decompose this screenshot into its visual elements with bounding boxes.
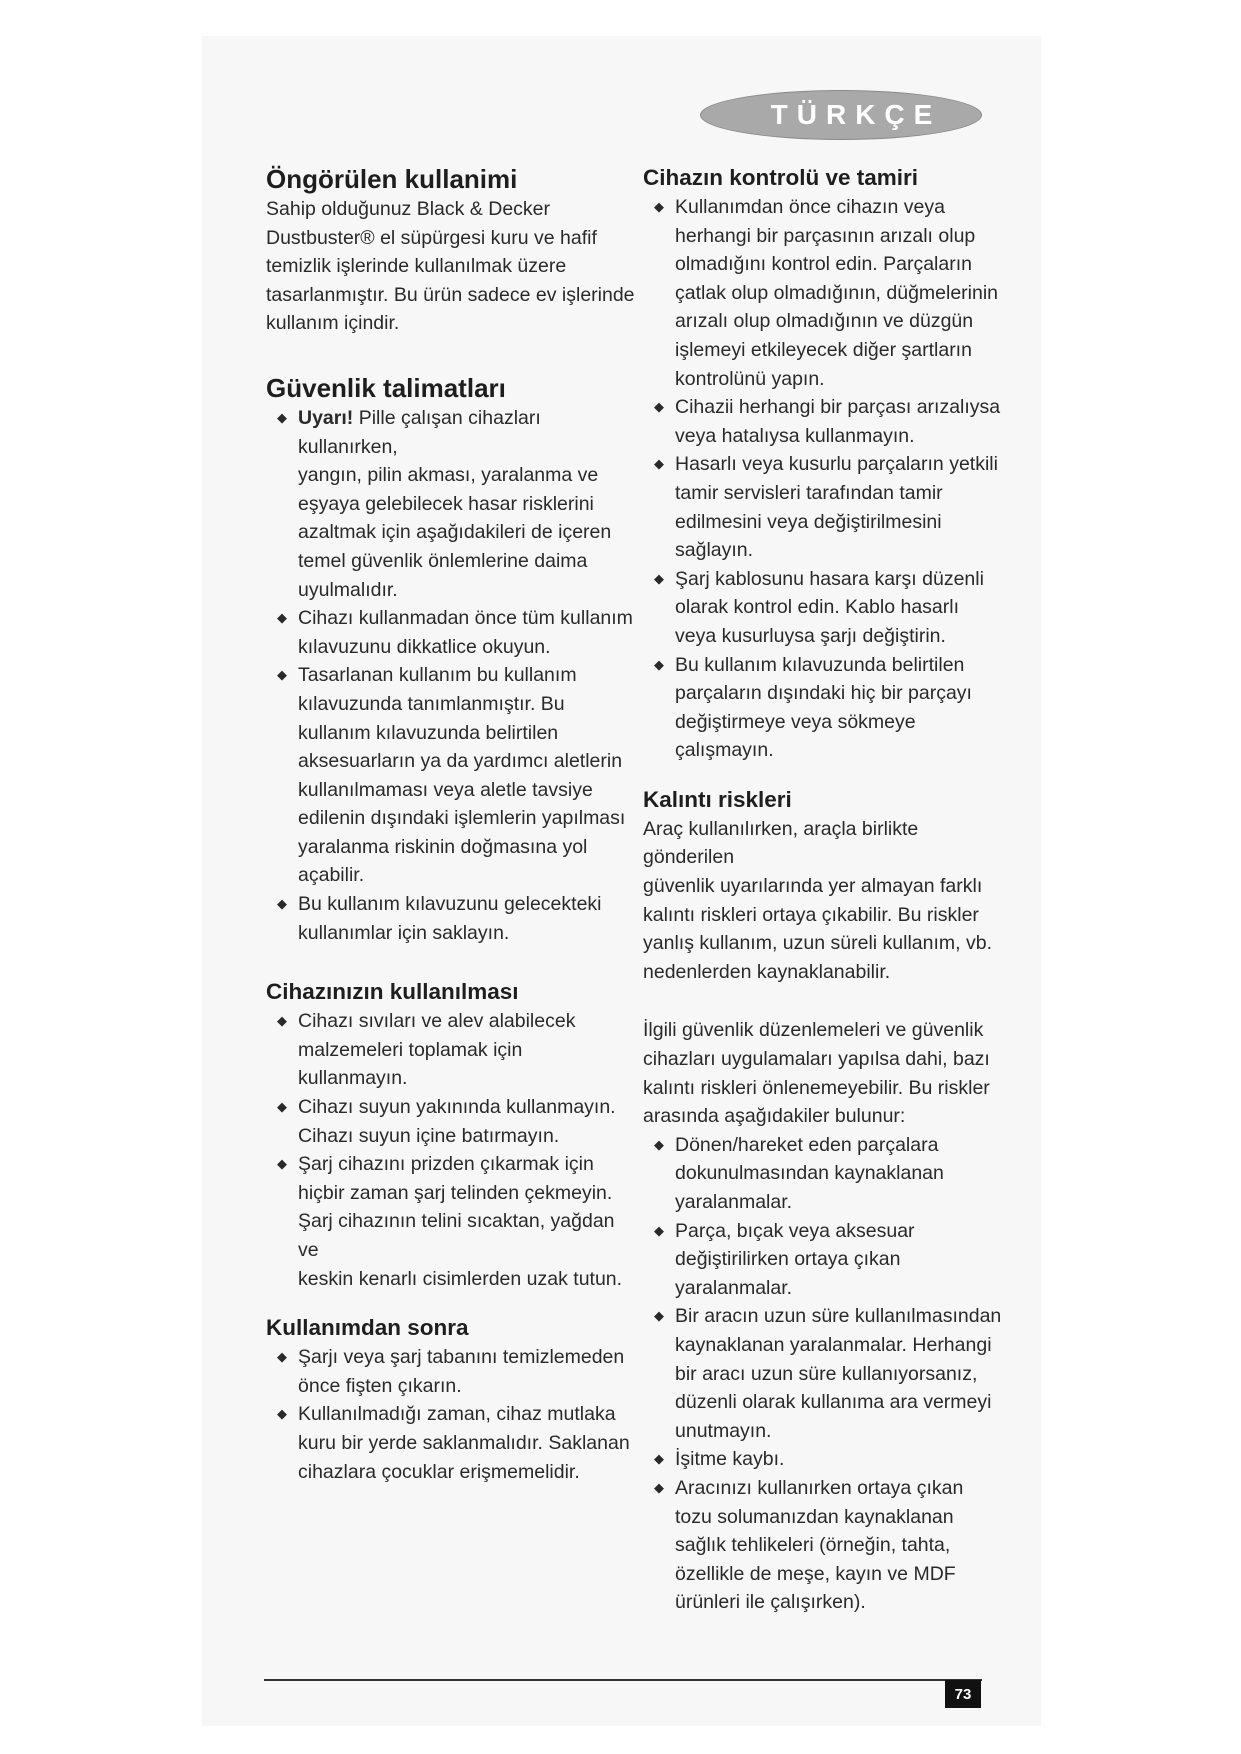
list-item (643, 1445, 1011, 1474)
diamond-bullet-icon: ◆ (277, 667, 287, 683)
list-item (643, 393, 1011, 450)
list-item-text: İşitme kaybı. (675, 1448, 785, 1471)
residual-risks-list (643, 1131, 1011, 1617)
safety-heading: Güvenlik talimatları (266, 372, 506, 403)
list-item-text: Tasarlanan kullanım bu kullanım kılavuzunda tanımlanmıştır. Bu kullanım kılavuzunda belirtilen aksesuarların ya da yardımcı aletlerin kullanılmaması veya aletle tavsiye edilenin dışındaki işlemlerin yapılması yaralanma riskinin doğmasına yol açabilir. (298, 664, 626, 887)
diamond-bullet-icon: ◆ (654, 199, 664, 214)
list-item (266, 1343, 638, 1400)
diamond-bullet-icon: ◆ (654, 656, 664, 672)
list-item (643, 1131, 1011, 1217)
list-item-text: Hasarlı veya kusurlu parçaların yetkili tamir servisleri tarafından tamir edilmesini veya değiştirilmesini sağlayın. (675, 453, 998, 562)
diamond-bullet-icon: ◆ (654, 456, 664, 472)
page-number: 73 (945, 1680, 981, 1708)
using-appliance-list (266, 1007, 638, 1293)
footer-divider (264, 1679, 982, 1681)
diamond-bullet-icon: ◆ (654, 570, 664, 586)
intended-use-text: Sahip olduğunuz Black & Decker Dustbuster® el süpürgesi kuru ve hafif temizlik işlerinde kullanılmak üzere tasarlanmıştır. Bu ürün sadece ev işlerinde kullanım içindir. (266, 198, 635, 335)
list-item-text: Kullanılmadığı zaman, cihaz mutlaka kuru bir yerde saklanmalıdır. Saklanan cihazlara çocuklar erişmemelidir. (298, 1403, 630, 1483)
list-item (643, 651, 1011, 765)
list-item (266, 661, 638, 890)
list-item (643, 565, 1011, 651)
after-use-list (266, 1343, 638, 1486)
list-item-text: Cihazı suyun yakınında kullanmayın. Cihazı suyun içine batırmayın. (298, 1096, 616, 1147)
diamond-bullet-icon: ◆ (654, 1308, 664, 1324)
list-item-text: Bir aracın uzun süre kullanılmasından kaynaklanan yaralanmalar. Herhangi bir aracı uzun süre kullanıyorsanız, düzenli olarak kullanıma ara vermeyi unutmayın. (675, 1305, 1002, 1442)
diamond-bullet-icon: ◆ (277, 610, 287, 626)
residual-risks-heading: Kalıntı riskleri (643, 786, 792, 812)
diamond-bullet-icon: ◆ (654, 1136, 664, 1152)
list-item (266, 404, 638, 604)
after-use-heading: Kullanımdan sonra (266, 1315, 469, 1341)
using-appliance-heading: Cihazınızın kullanılması (266, 979, 519, 1005)
diamond-bullet-icon: ◆ (654, 1479, 664, 1495)
list-item (266, 604, 638, 661)
list-item (266, 1093, 638, 1150)
residual-risks-text-2: İlgili güvenlik düzenlemeleri ve güvenlik cihazları uygulamaları yapılsa dahi, bazı kalıntı riskleri önlenemeyebilir. Bu riskler arasında aşağıdakiler bulunur: (643, 1019, 990, 1128)
list-item (266, 1400, 638, 1486)
diamond-bullet-icon: ◆ (654, 1222, 664, 1238)
list-item (266, 1150, 638, 1293)
list-item (266, 1007, 638, 1093)
list-item (643, 193, 1011, 393)
left-column (266, 163, 638, 1486)
list-item-text: Kullanımdan önce cihazın veya herhangi bir parçasının arızalı olup olmadığını kontrol edin. Parçaların çatlak olup olmadığının, düğmelerinin arızalı olup olmadığının ve düzgün işlemeyi etkileyecek diğer şartların kontrolünü yapın. (675, 196, 999, 390)
list-item-text: Dönen/hareket eden parçalara dokunulmasından kaynaklanan yaralanmalar. (675, 1133, 944, 1213)
list-item (643, 1474, 1011, 1617)
language-badge (700, 90, 982, 140)
residual-risks-text-1: Araç kullanılırken, araçla birlikte gönderilen güvenlik uyarılarında yer almayan farklı kalıntı riskleri ortaya çıkabilir. Bu riskler yanlış kullanım, uzun süreli kullanım, vb. nedenlerden kaynaklanabilir. (643, 817, 992, 983)
list-item (643, 450, 1011, 564)
language-badge-label: TÜRKÇE (770, 99, 942, 130)
diamond-bullet-icon: ◆ (277, 1013, 287, 1029)
list-item-text: Pille çalışan cihazları kullanırken, yangın, pilin akması, yaralanma ve eşyaya gelebilecek hasar risklerini azaltmak için aşağıdakileri de içeren temel güvenlik önlemlerine daima uyulmalıdır. (298, 406, 612, 601)
warning-label: Uyarı! (298, 406, 354, 429)
list-item-text: Cihazii herhangi bir parçası arızalıysa veya hatalıysa kullanmayın. (675, 396, 1001, 447)
inspection-list (643, 193, 1011, 765)
list-item (266, 890, 638, 947)
list-item-text: Şarjı veya şarj tabanını temizlemeden önce fişten çıkarın. (298, 1346, 625, 1397)
diamond-bullet-icon: ◆ (654, 399, 664, 415)
list-item (643, 1217, 1011, 1303)
list-item-text: Parça, bıçak veya aksesuar değiştirilirken ortaya çıkan yaralanmalar. (675, 1219, 915, 1299)
list-item-text: Cihazı kullanmadan önce tüm kullanım kılavuzunu dikkatlice okuyun. (298, 607, 633, 658)
list-item-text: Şarj cihazını prizden çıkarmak için hiçbir zaman şarj telinden çekmeyin. Şarj cihazının telini sıcaktan, yağdan ve keskin kenarlı cisimlerden uzak tutun. (298, 1153, 623, 1290)
safety-list (266, 404, 638, 947)
inspection-heading: Cihazın kontrolü ve tamiri (643, 165, 919, 190)
list-item-text: Bu kullanım kılavuzunda belirtilen parçaların dışındaki hiç bir parçayı değiştirmeye veya sökmeye çalışmayın. (675, 653, 972, 762)
list-item-text: Aracınızı kullanırken ortaya çıkan tozu solumanızdan kaynaklanan sağlık tehlikeleri (örneğin, tahta, özellikle de meşe, kayın ve MDF ürünleri ile çalışırken). (675, 1476, 964, 1614)
list-item-text: Bu kullanım kılavuzunu gelecekteki kullanımlar için saklayın. (298, 893, 602, 944)
right-column (643, 163, 1011, 1617)
diamond-bullet-icon: ◆ (654, 1451, 664, 1467)
list-item-text: Şarj kablosunu hasara karşı düzenli olarak kontrol edin. Kablo hasarlı veya kusurluysa şarjı değiştirin. (675, 567, 984, 647)
diamond-bullet-icon: ◆ (277, 1156, 287, 1172)
list-item-text: Cihazı sıvıları ve alev alabilecek malzemeleri toplamak için kullanmayın. (298, 1010, 576, 1090)
intended-use-heading: Öngörülen kullanimi (266, 164, 518, 194)
diamond-bullet-icon: ◆ (277, 1406, 287, 1422)
list-item (643, 1302, 1011, 1445)
diamond-bullet-icon: ◆ (277, 896, 287, 912)
diamond-bullet-icon: ◆ (277, 409, 287, 425)
diamond-bullet-icon: ◆ (277, 1349, 287, 1365)
diamond-bullet-icon: ◆ (277, 1099, 287, 1115)
